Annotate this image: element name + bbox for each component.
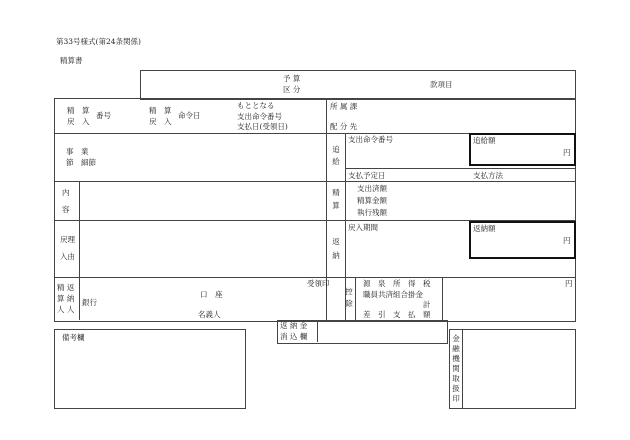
naiyou-top: 内 — [62, 188, 70, 197]
kyosai-label: 職員共済組合掛金 — [363, 290, 423, 299]
seisan-person-top: 精 返 — [57, 283, 75, 292]
juryoin-label: 受領印 — [307, 279, 330, 288]
kouza-label: 口 座 — [200, 290, 223, 299]
hennou-label: 返納 — [332, 237, 340, 260]
budget-label: 予 算 — [283, 74, 301, 83]
sashihiki-label: 差 引 支 払 額 — [363, 310, 431, 319]
shozoku-label: 所 属 課 — [330, 102, 358, 111]
yen-2: 円 — [563, 236, 571, 245]
haibun-label: 配 分 先 — [330, 122, 358, 131]
seisan-no-top: 精 算 — [67, 106, 90, 115]
kinyu-label: 金融機関取扱印 — [452, 334, 460, 403]
seisan-no-bottom: 戻 入 — [67, 117, 90, 126]
meirei-top: 精 算 — [149, 106, 172, 115]
motonaru-label: もととなる — [237, 101, 275, 110]
seisan-gaku-label: 精算金額 — [357, 196, 387, 205]
hennoukin-label: 返 納 金 — [280, 321, 308, 330]
seisan-person-mid: 算 納 — [57, 294, 75, 303]
shiharaibi-label: 支払日(受領日) — [237, 122, 288, 131]
meirei-bottom: 戻 入 — [149, 117, 172, 126]
kikan-label: 戻入期間 — [348, 223, 378, 232]
yen-3: 円 — [565, 279, 573, 288]
tsuikyu-gaku-label: 追給額 — [473, 136, 496, 145]
hennou-gaku-label: 返納額 — [473, 224, 496, 233]
houhou-label: 支払方法 — [473, 171, 503, 180]
shishutsu-no-label: 支出命令番号 — [237, 112, 282, 121]
sumi-label: 支出済額 — [357, 184, 387, 193]
budget-row — [140, 70, 576, 100]
yoteibi-label: 支払予定日 — [348, 171, 386, 180]
shishutsu-no2-label: 支出命令番号 — [348, 135, 393, 144]
page-title: 精算書 — [60, 56, 83, 65]
zangaku-label: 執行残額 — [357, 208, 387, 217]
budget-label-2: 区 分 — [283, 85, 301, 94]
bikou-label: 備考欄 — [62, 333, 85, 342]
riyu-top: 戻理 — [60, 235, 75, 244]
jigyo-label: 事 業 — [66, 147, 89, 156]
kei-label: 計 — [423, 300, 431, 309]
bango-label: 番号 — [96, 111, 111, 120]
form-number: 第33号様式(第24条関係) — [56, 37, 141, 46]
kou-label: 款項目 — [430, 80, 453, 89]
yen-1: 円 — [563, 148, 571, 157]
seisan-label: 精算 — [332, 188, 340, 210]
setsu-label: 節 細節 — [66, 158, 96, 167]
shoukomi-label: 消 込 欄 — [280, 332, 308, 341]
riyu-bottom: 入由 — [60, 252, 75, 261]
gensen-label: 源 泉 所 得 税 — [363, 279, 431, 288]
tsuikyu-label: 追給 — [332, 145, 340, 166]
ginkou-label: 銀行 — [82, 298, 97, 307]
kinyu-box[interactable] — [449, 329, 576, 409]
meireibi-label: 命令日 — [178, 111, 201, 120]
seisan-person-bot: 人 人 — [57, 305, 75, 314]
main-grid — [54, 98, 576, 322]
meigi-label: 名義人 — [198, 310, 221, 319]
koujo-label: 控除 — [345, 287, 353, 308]
naiyou-bottom: 容 — [62, 205, 70, 214]
